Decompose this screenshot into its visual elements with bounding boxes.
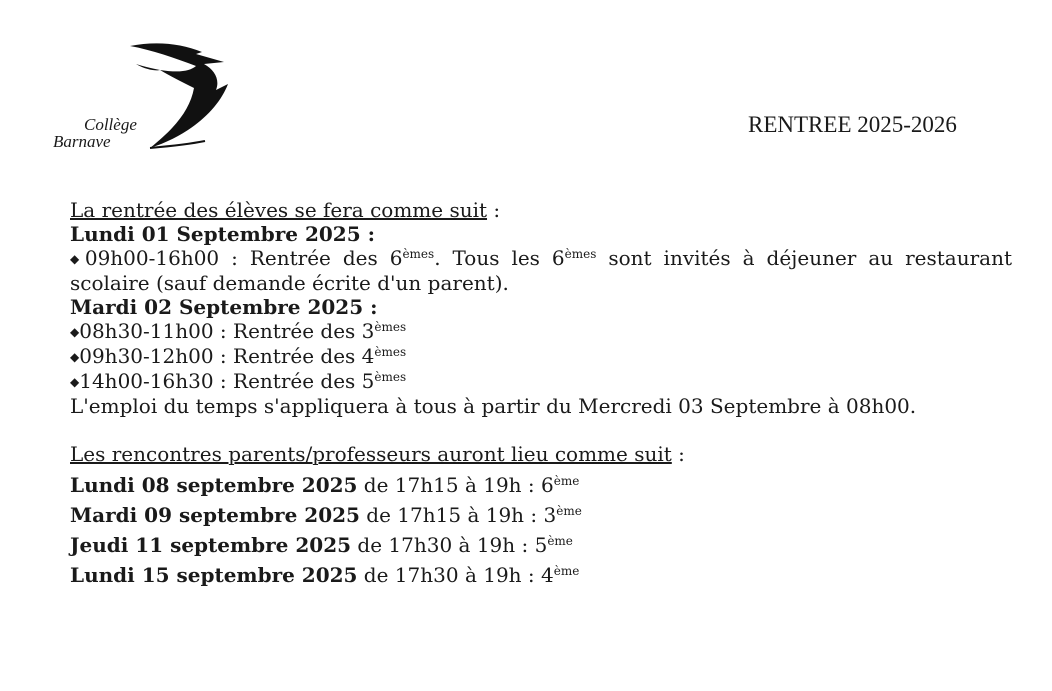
meeting-item: Jeudi 11 septembre 2025 de 17h30 à 19h : 5ème — [70, 533, 573, 557]
schedule-note: L'emploi du temps s'appliquera à tous à partir du Mercredi 03 Septembre à 08h00. — [70, 394, 917, 418]
page-title: RENTREE 2025-2026 — [748, 112, 957, 137]
bird-emblem-icon — [120, 40, 245, 155]
document-body — [70, 198, 1012, 590]
day-1-item: ◆09h00-16h00 : Rentrée des 6èmes. Tous les 6èmes sont invités à déjeuner au restaurant scolaire (sauf demande écrite d'un parent). — [70, 246, 1012, 295]
students-heading-line — [70, 198, 1012, 222]
bullet-icon: ◆ — [70, 375, 80, 389]
students-heading: La rentrée des élèves se fera comme suit — [70, 198, 488, 222]
meetings-heading: Les rencontres parents/professeurs auront lieu comme suit — [70, 442, 672, 466]
day-2-heading: Mardi 02 Septembre 2025 : — [70, 295, 378, 319]
day-1-heading: Lundi 01 Septembre 2025 : — [70, 222, 375, 246]
logo-text-barnave: Barnave — [53, 132, 111, 151]
bullet-icon: ◆ — [70, 325, 80, 339]
meeting-item: Mardi 09 septembre 2025 de 17h15 à 19h : 3ème — [70, 503, 582, 527]
meetings-heading-colon: : — [671, 442, 685, 466]
students-heading-colon: : — [487, 198, 501, 222]
bullet-icon: ◆ — [70, 252, 85, 266]
meeting-item: Lundi 08 septembre 2025 de 17h15 à 19h : 6ème — [70, 473, 580, 497]
meetings-heading-line — [70, 442, 1012, 466]
day-2-item: ◆14h00-16h30 : Rentrée des 5èmes — [70, 369, 407, 393]
day-2-item: ◆08h30-11h00 : Rentrée des 3èmes — [70, 319, 407, 343]
meeting-item: Lundi 15 septembre 2025 de 17h30 à 19h : 4ème — [70, 563, 580, 587]
logo-text-college: Collège — [84, 115, 137, 134]
college-logo — [50, 40, 250, 155]
day-2-item: ◆09h30-12h00 : Rentrée des 4èmes — [70, 344, 407, 368]
bullet-icon: ◆ — [70, 350, 80, 364]
